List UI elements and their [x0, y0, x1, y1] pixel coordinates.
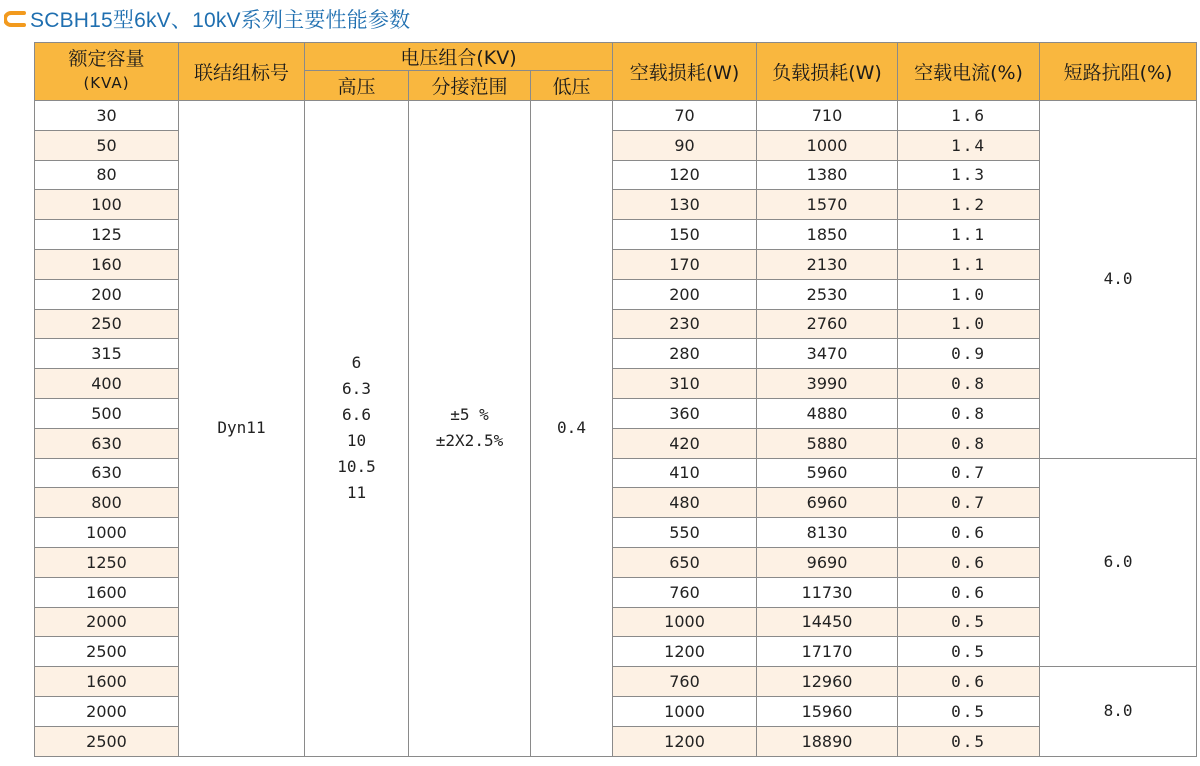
- capacity-cell: 160: [35, 249, 179, 279]
- no-load-loss-cell: 90: [613, 130, 757, 160]
- high-voltage-cell: [305, 101, 409, 757]
- tap-range-value: ±5 %: [450, 405, 489, 425]
- no-load-loss-cell: 1000: [613, 696, 757, 726]
- no-load-current-cell: 1.4: [898, 130, 1040, 160]
- no-load-current-cell: 0.8: [898, 398, 1040, 428]
- load-loss-cell: 14450: [757, 607, 898, 637]
- high-voltage-value: 6: [351, 353, 362, 373]
- capacity-cell: 1000: [35, 518, 179, 548]
- capacity-cell: 1600: [35, 667, 179, 697]
- load-loss-cell: 2760: [757, 309, 898, 339]
- no-load-loss-cell: 200: [613, 279, 757, 309]
- capacity-cell: 400: [35, 369, 179, 399]
- no-load-current-cell: 1.1: [898, 220, 1040, 250]
- impedance-cell: 6.0: [1040, 458, 1197, 667]
- header-load-loss: 负载损耗(W): [757, 43, 898, 101]
- capacity-cell: 2500: [35, 637, 179, 667]
- page-title: SCBH15型6kV、10kV系列主要性能参数: [30, 9, 411, 32]
- capacity-cell: 100: [35, 190, 179, 220]
- no-load-current-cell: 0.6: [898, 547, 1040, 577]
- no-load-loss-cell: 650: [613, 547, 757, 577]
- load-loss-cell: 8130: [757, 518, 898, 548]
- no-load-loss-cell: 280: [613, 339, 757, 369]
- no-load-current-cell: 0.5: [898, 607, 1040, 637]
- no-load-current-cell: 0.7: [898, 458, 1040, 488]
- capacity-cell: 80: [35, 160, 179, 190]
- no-load-loss-cell: 360: [613, 398, 757, 428]
- header-impedance: 短路抗阻(%): [1040, 43, 1197, 101]
- load-loss-cell: 1380: [757, 160, 898, 190]
- load-loss-cell: 12960: [757, 667, 898, 697]
- capacity-cell: 2000: [35, 607, 179, 637]
- no-load-current-cell: 1.0: [898, 309, 1040, 339]
- load-loss-cell: 5880: [757, 428, 898, 458]
- capacity-cell: 2500: [35, 726, 179, 756]
- capacity-cell: 1600: [35, 577, 179, 607]
- no-load-current-cell: 0.8: [898, 369, 1040, 399]
- no-load-loss-cell: 130: [613, 190, 757, 220]
- no-load-loss-cell: 310: [613, 369, 757, 399]
- capacity-cell: 2000: [35, 696, 179, 726]
- capacity-cell: 250: [35, 309, 179, 339]
- impedance-cell: 4.0: [1040, 101, 1197, 459]
- load-loss-cell: 1570: [757, 190, 898, 220]
- no-load-current-cell: 0.6: [898, 667, 1040, 697]
- spec-table: [34, 42, 1197, 757]
- load-loss-cell: 5960: [757, 458, 898, 488]
- load-loss-cell: 18890: [757, 726, 898, 756]
- capacity-cell: 500: [35, 398, 179, 428]
- load-loss-cell: 1850: [757, 220, 898, 250]
- no-load-current-cell: 1.3: [898, 160, 1040, 190]
- no-load-loss-cell: 150: [613, 220, 757, 250]
- no-load-loss-cell: 1200: [613, 726, 757, 756]
- header-low-voltage: 低压: [531, 71, 613, 101]
- capacity-cell: 200: [35, 279, 179, 309]
- orange-bracket-icon: [4, 11, 26, 27]
- no-load-loss-cell: 480: [613, 488, 757, 518]
- no-load-loss-cell: 170: [613, 249, 757, 279]
- no-load-current-cell: 1.1: [898, 249, 1040, 279]
- capacity-cell: 315: [35, 339, 179, 369]
- high-voltage-value: 6.3: [342, 379, 371, 399]
- capacity-cell: 630: [35, 458, 179, 488]
- header-capacity-label: 额定容量: [68, 48, 145, 70]
- no-load-current-cell: 1.0: [898, 279, 1040, 309]
- header-voltage-group: 电压组合(KV): [305, 43, 613, 71]
- load-loss-cell: 3470: [757, 339, 898, 369]
- load-loss-cell: 17170: [757, 637, 898, 667]
- header-high-voltage: 高压: [305, 71, 409, 101]
- no-load-loss-cell: 120: [613, 160, 757, 190]
- high-voltage-value: 10: [346, 431, 367, 451]
- capacity-cell: 800: [35, 488, 179, 518]
- header-capacity-unit: (KVA): [83, 74, 130, 92]
- page-title-bar: [4, 2, 410, 36]
- header-no-load-loss: 空载损耗(W): [613, 43, 757, 101]
- capacity-cell: 630: [35, 428, 179, 458]
- load-loss-cell: 15960: [757, 696, 898, 726]
- header-no-load-current: 空载电流(%): [898, 43, 1040, 101]
- capacity-cell: 1250: [35, 547, 179, 577]
- no-load-current-cell: 0.9: [898, 339, 1040, 369]
- no-load-loss-cell: 70: [613, 101, 757, 131]
- load-loss-cell: 2530: [757, 279, 898, 309]
- header-tap-range: 分接范围: [409, 71, 531, 101]
- no-load-loss-cell: 550: [613, 518, 757, 548]
- no-load-current-cell: 0.5: [898, 696, 1040, 726]
- header-connection: 联结组标号: [179, 43, 305, 101]
- load-loss-cell: 2130: [757, 249, 898, 279]
- high-voltage-value: 10.5: [337, 457, 376, 477]
- impedance-cell: 8.0: [1040, 667, 1197, 756]
- capacity-cell: 30: [35, 101, 179, 131]
- capacity-cell: 125: [35, 220, 179, 250]
- table-row: [35, 101, 1197, 131]
- no-load-current-cell: 0.8: [898, 428, 1040, 458]
- low-voltage-cell: 0.4: [531, 101, 613, 757]
- table-header: [35, 43, 1197, 101]
- header-capacity: [35, 43, 179, 101]
- no-load-current-cell: 1.6: [898, 101, 1040, 131]
- load-loss-cell: 3990: [757, 369, 898, 399]
- no-load-loss-cell: 1200: [613, 637, 757, 667]
- no-load-current-cell: 0.5: [898, 637, 1040, 667]
- no-load-current-cell: 0.7: [898, 488, 1040, 518]
- high-voltage-value: 11: [346, 483, 367, 503]
- no-load-loss-cell: 760: [613, 577, 757, 607]
- no-load-loss-cell: 410: [613, 458, 757, 488]
- no-load-current-cell: 0.6: [898, 518, 1040, 548]
- no-load-loss-cell: 230: [613, 309, 757, 339]
- tap-range-value: ±2X2.5%: [435, 431, 504, 451]
- connection-cell: Dyn11: [179, 101, 305, 757]
- tap-range-cell: [409, 101, 531, 757]
- load-loss-cell: 710: [757, 101, 898, 131]
- capacity-cell: 50: [35, 130, 179, 160]
- table-body: [35, 101, 1197, 757]
- no-load-current-cell: 0.5: [898, 726, 1040, 756]
- load-loss-cell: 1000: [757, 130, 898, 160]
- load-loss-cell: 9690: [757, 547, 898, 577]
- no-load-current-cell: 1.2: [898, 190, 1040, 220]
- no-load-loss-cell: 420: [613, 428, 757, 458]
- no-load-current-cell: 0.6: [898, 577, 1040, 607]
- load-loss-cell: 6960: [757, 488, 898, 518]
- no-load-loss-cell: 760: [613, 667, 757, 697]
- load-loss-cell: 11730: [757, 577, 898, 607]
- high-voltage-value: 6.6: [342, 405, 371, 425]
- load-loss-cell: 4880: [757, 398, 898, 428]
- no-load-loss-cell: 1000: [613, 607, 757, 637]
